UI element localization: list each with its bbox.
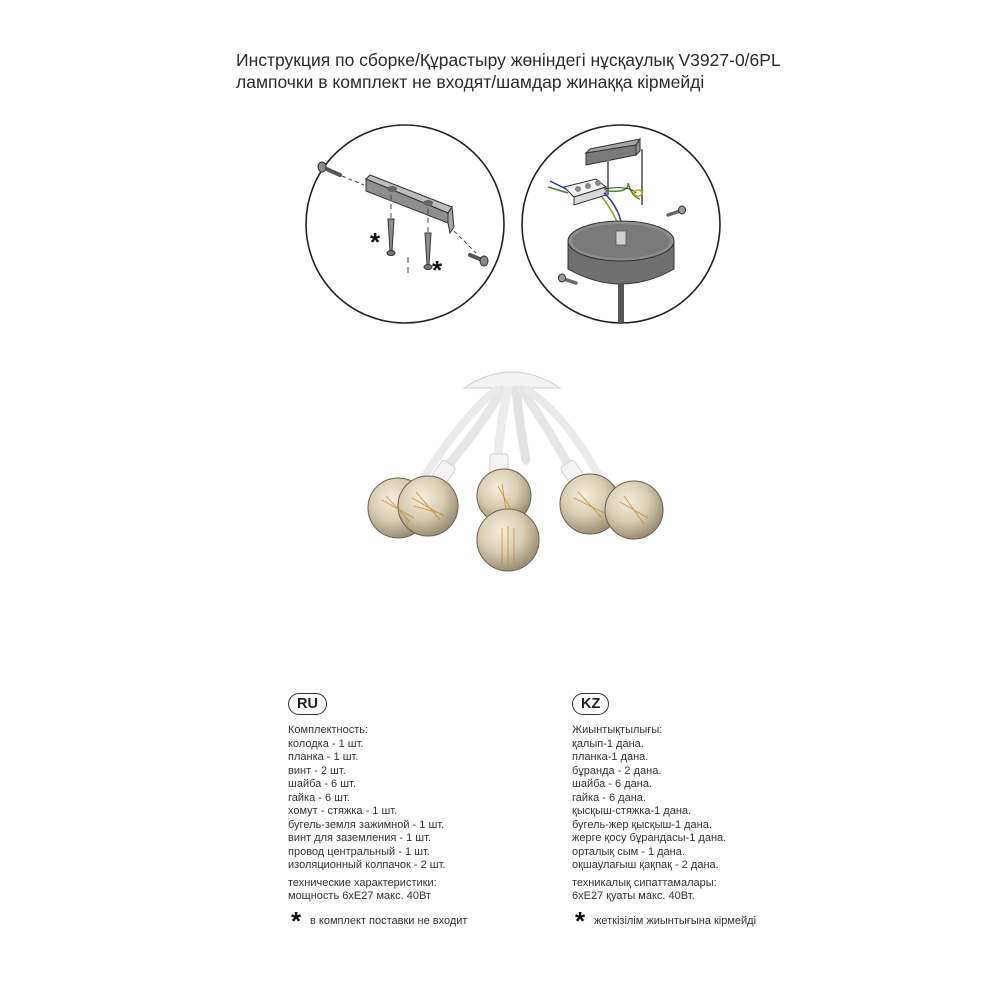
document-header bbox=[236, 49, 976, 93]
kz-contents-heading: Жиынтықтылығы: bbox=[572, 724, 663, 736]
list-item: винт - 2 шт. bbox=[288, 764, 346, 777]
kz-footnote bbox=[572, 905, 802, 936]
ru-footnote-text: в комплект поставки не входит bbox=[310, 914, 468, 927]
ru-tech-specs bbox=[288, 877, 518, 904]
list-item: колодка - 1 шт. bbox=[288, 737, 364, 750]
bracket-assembly-illustration bbox=[304, 123, 506, 325]
list-item: жерге қосу бұрандасы-1 дана. bbox=[572, 832, 727, 844]
list-item: оқшаулағыш қақпақ - 2 дана. bbox=[572, 859, 719, 871]
kz-tech-specs bbox=[572, 877, 802, 904]
list-item: шайба - 6 дана. bbox=[572, 778, 652, 790]
kz-language-badge: KZ bbox=[572, 693, 609, 715]
title-line-2: лампочки в комплект не входят/шамдар жинаққа кірмейді bbox=[236, 72, 705, 92]
list-item: винт для заземления - 1 шт. bbox=[288, 832, 432, 844]
not-included-marker-1: * bbox=[370, 227, 381, 257]
ru-footnote bbox=[288, 905, 518, 936]
wiring-canopy-illustration bbox=[520, 123, 722, 325]
ru-contents-list bbox=[288, 738, 518, 873]
assembled-lamp-illustration bbox=[352, 368, 672, 578]
ru-tech-value: мощность 6хЕ27 макс. 40Вт bbox=[288, 890, 431, 902]
list-item: планка-1 дана. bbox=[572, 751, 649, 763]
list-item: провод центральный - 1 шт. bbox=[288, 845, 430, 858]
list-item: қысқыш-стяжка-1 дана. bbox=[572, 805, 692, 817]
kz-tech-label: техникалық сипаттамалары: bbox=[572, 876, 717, 889]
list-item: қалып-1 дана. bbox=[572, 737, 644, 750]
kz-contents-list bbox=[572, 738, 802, 873]
canopy-icon bbox=[464, 372, 560, 388]
list-item: шайба - 6 шт. bbox=[288, 778, 356, 790]
ru-tech-label: технические характеристики: bbox=[288, 876, 437, 889]
list-item: гайка - 6 шт. bbox=[288, 791, 350, 804]
ru-contents-heading: Комплектность: bbox=[288, 724, 369, 736]
list-item: хомут - стяжка - 1 шт. bbox=[288, 805, 398, 817]
list-item: изоляционный колпачок - 2 шт. bbox=[288, 859, 446, 871]
kz-tech-value: 6хЕ27 қуаты макс. 40Вт. bbox=[572, 890, 695, 902]
list-item: бұранда - 2 дана. bbox=[572, 764, 662, 777]
kz-footnote-text: жеткізілім жиынтығына кірмейді bbox=[594, 914, 757, 927]
bulb-icon bbox=[368, 469, 663, 571]
asterisk-icon: * bbox=[574, 905, 586, 936]
ceiling-canopy-icon bbox=[568, 221, 674, 284]
list-item: бугель-земля зажимной - 1 шт. bbox=[288, 818, 445, 831]
not-included-marker-2: * bbox=[432, 255, 443, 285]
list-item: гайка - 6 дана. bbox=[572, 791, 646, 804]
title-line-1: Инструкция по сборке/Құрастыру жөніндегі нұсқаулық V3927-0/6PL bbox=[236, 50, 781, 70]
list-item: орталық сым - 1 дана. bbox=[572, 845, 685, 858]
list-item: планка - 1 шт. bbox=[288, 751, 359, 763]
ru-section bbox=[288, 693, 518, 936]
asterisk-icon: * bbox=[290, 905, 302, 936]
lamp-stem-icon bbox=[618, 283, 624, 325]
kz-section bbox=[572, 693, 802, 936]
ru-language-badge: RU bbox=[288, 693, 327, 715]
list-item: бугель-жер қысқыш-1 дана. bbox=[572, 818, 712, 831]
